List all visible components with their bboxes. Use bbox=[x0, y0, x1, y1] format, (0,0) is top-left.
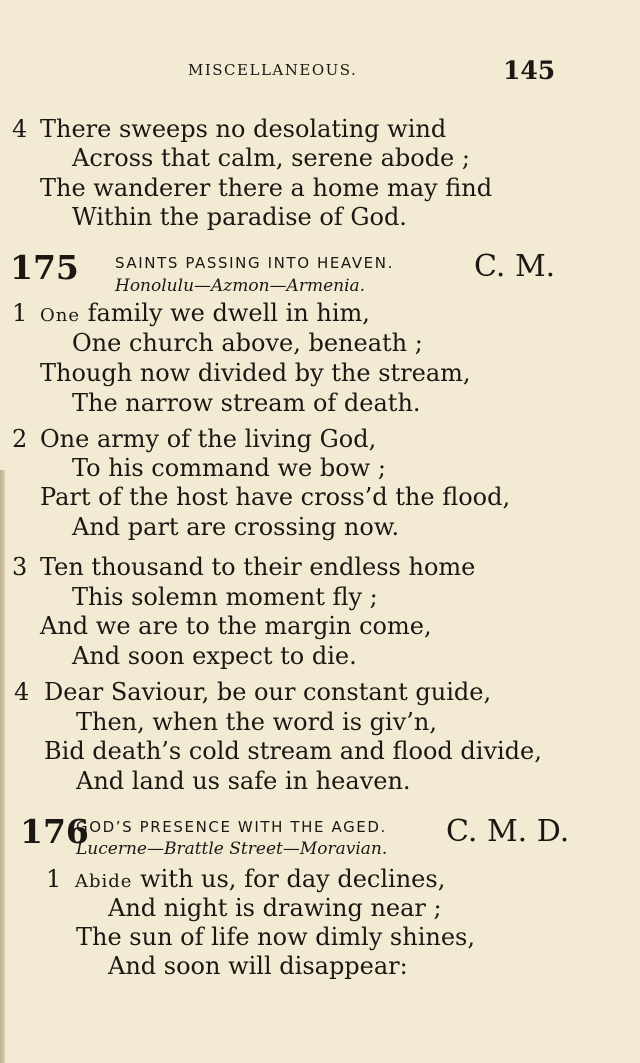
verse-line: And soon expect to die. bbox=[72, 642, 357, 670]
verse-line: One army of the living God, bbox=[40, 425, 377, 453]
hymn-title: GOD’S PRESENCE WITH THE AGED. bbox=[76, 818, 387, 836]
verse-line: The wanderer there a home may find bbox=[40, 174, 493, 202]
verse-line: Within the paradise of God. bbox=[72, 203, 407, 231]
verse-line: And we are to the margin come, bbox=[40, 612, 432, 640]
verse-line: One church above, beneath ; bbox=[72, 329, 423, 357]
stanza-number: 4 bbox=[14, 678, 30, 706]
verse-line: Ten thousand to their endless home bbox=[40, 553, 476, 581]
page-number: 145 bbox=[503, 56, 556, 85]
verse-line-rest: with us, for day declines, bbox=[132, 865, 446, 893]
verse-line: Though now divided by the stream, bbox=[40, 359, 471, 387]
verse-line-first bbox=[40, 298, 370, 331]
hymn-title: SAINTS PASSING INTO HEAVEN. bbox=[115, 254, 394, 272]
stanza-number: 3 bbox=[12, 553, 28, 581]
smallcaps-word: One bbox=[40, 305, 81, 326]
smallcaps-word: Abide bbox=[75, 871, 133, 892]
hymn-number: 176 bbox=[20, 812, 89, 851]
verse-line: Bid death’s cold stream and flood divide, bbox=[44, 737, 542, 765]
verse-line: The narrow stream of death. bbox=[72, 389, 421, 417]
page-edge bbox=[0, 470, 5, 1063]
stanza-number: 1 bbox=[46, 865, 62, 893]
verse-line: And soon will disappear: bbox=[108, 952, 408, 980]
stanza-number: 4 bbox=[12, 115, 28, 143]
verse-line: Across that calm, serene abode ; bbox=[72, 144, 470, 172]
verse-line: This solemn moment fly ; bbox=[72, 583, 378, 611]
verse-line: There sweeps no desolating wind bbox=[40, 115, 447, 143]
verse-line: And night is drawing near ; bbox=[108, 894, 442, 922]
verse-line: To his command we bow ; bbox=[72, 454, 386, 482]
verse-line: Part of the host have cross’d the flood, bbox=[40, 483, 511, 511]
verse-line: And part are crossing now. bbox=[72, 513, 400, 541]
hymn-tunes: Lucerne—Brattle Street—Moravian. bbox=[76, 839, 388, 859]
verse-line: The sun of life now dimly shines, bbox=[76, 923, 475, 951]
stanza-number: 2 bbox=[12, 425, 28, 453]
hymn-meter: C. M. bbox=[474, 249, 556, 284]
hymn-number: 175 bbox=[10, 248, 79, 287]
verse-line: And land us safe in heaven. bbox=[76, 767, 411, 795]
running-header: MISCELLANEOUS. bbox=[188, 61, 358, 79]
verse-line-rest: family we dwell in him, bbox=[80, 299, 370, 327]
verse-line: Then, when the word is giv’n, bbox=[76, 708, 437, 736]
verse-line: Dear Saviour, be our constant guide, bbox=[44, 678, 492, 706]
hymn-meter: C. M. D. bbox=[446, 814, 570, 849]
stanza-number: 1 bbox=[12, 299, 28, 327]
hymn-tunes: Honolulu—Azmon—Armenia. bbox=[115, 276, 366, 296]
